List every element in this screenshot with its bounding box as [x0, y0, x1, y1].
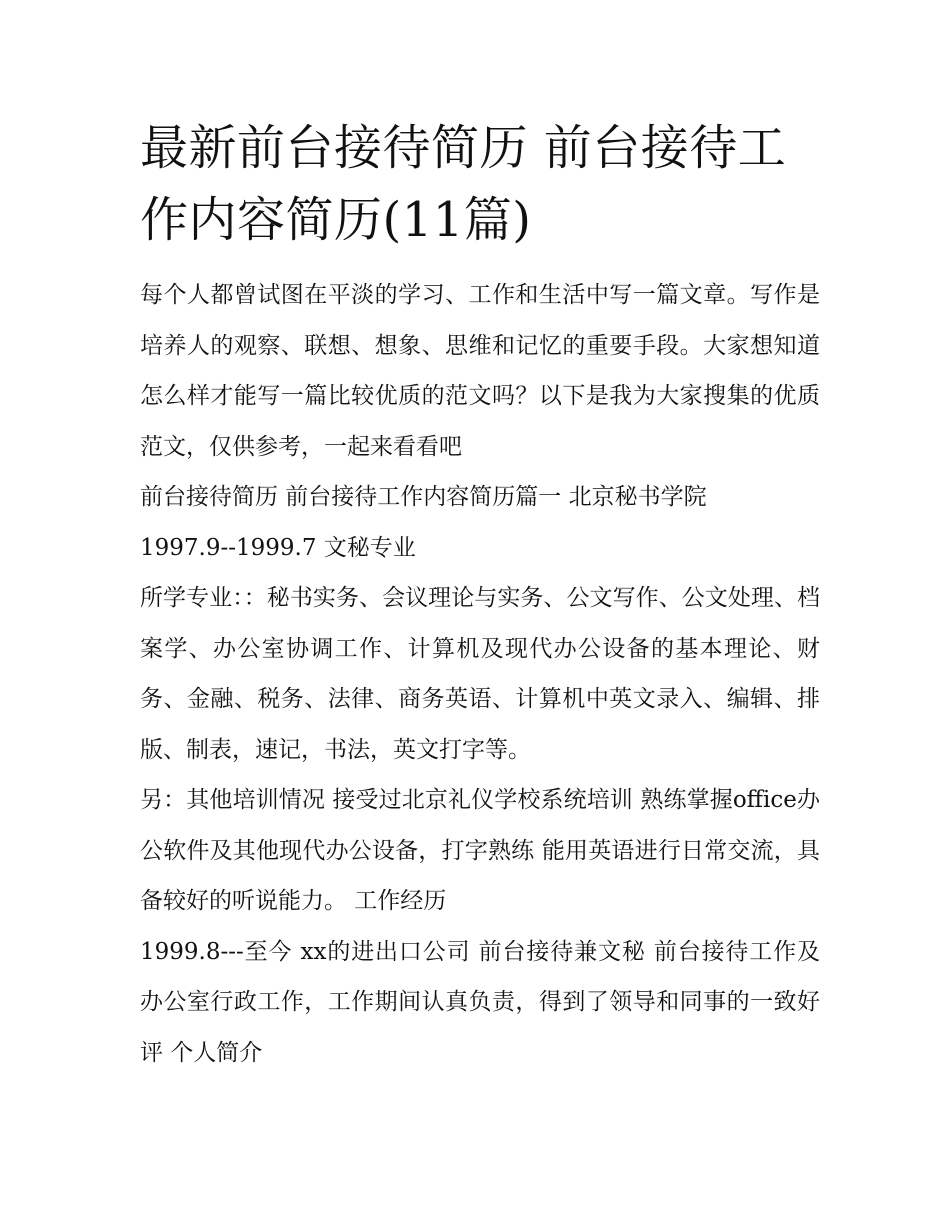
major-courses-paragraph: 所学专业：：秘书实务、会议理论与实务、公文写作、公文处理、档案学、办公室协调工作、计算机及现代办公设备的基本理论、财务、金融、税务、法律、商务英语、计算机中英文录入、编辑、排版、制表，速记，书法，英文打字等。	[140, 585, 820, 763]
training-paragraph: 另：其他培训情况 接受过北京礼仪学校系统培训 熟练掌握office办公软件及其他现代办公设备，打字熟练 能用英语进行日常交流，具备较好的听说能力。 工作经历	[140, 787, 820, 914]
education-dates-paragraph: 1997.9--1999.7 文秘专业	[140, 534, 416, 561]
document-page	[140, 112, 820, 1078]
intro-paragraph: 每个人都曾试图在平淡的学习、工作和生活中写一篇文章。写作是培养人的观察、联想、想象、思维和记忆的重要手段。大家想知道怎么样才能写一篇比较优质的范文吗？以下是我为大家搜集的优质范文，仅供参考，一起来看看吧	[140, 282, 820, 460]
title-line-2: 作内容简历(11篇)	[140, 192, 532, 248]
document-title	[140, 112, 820, 256]
section-heading-paragraph: 前台接待简历 前台接待工作内容简历篇一 北京秘书学院	[140, 484, 707, 510]
work-experience-paragraph: 1999.8---至今 xx的进出口公司 前台接待兼文秘 前台接待工作及办公室行政工作，工作期间认真负责，得到了领导和同事的一致好评 个人简介	[140, 938, 820, 1066]
title-line-1: 最新前台接待简历 前台接待工	[140, 120, 787, 176]
